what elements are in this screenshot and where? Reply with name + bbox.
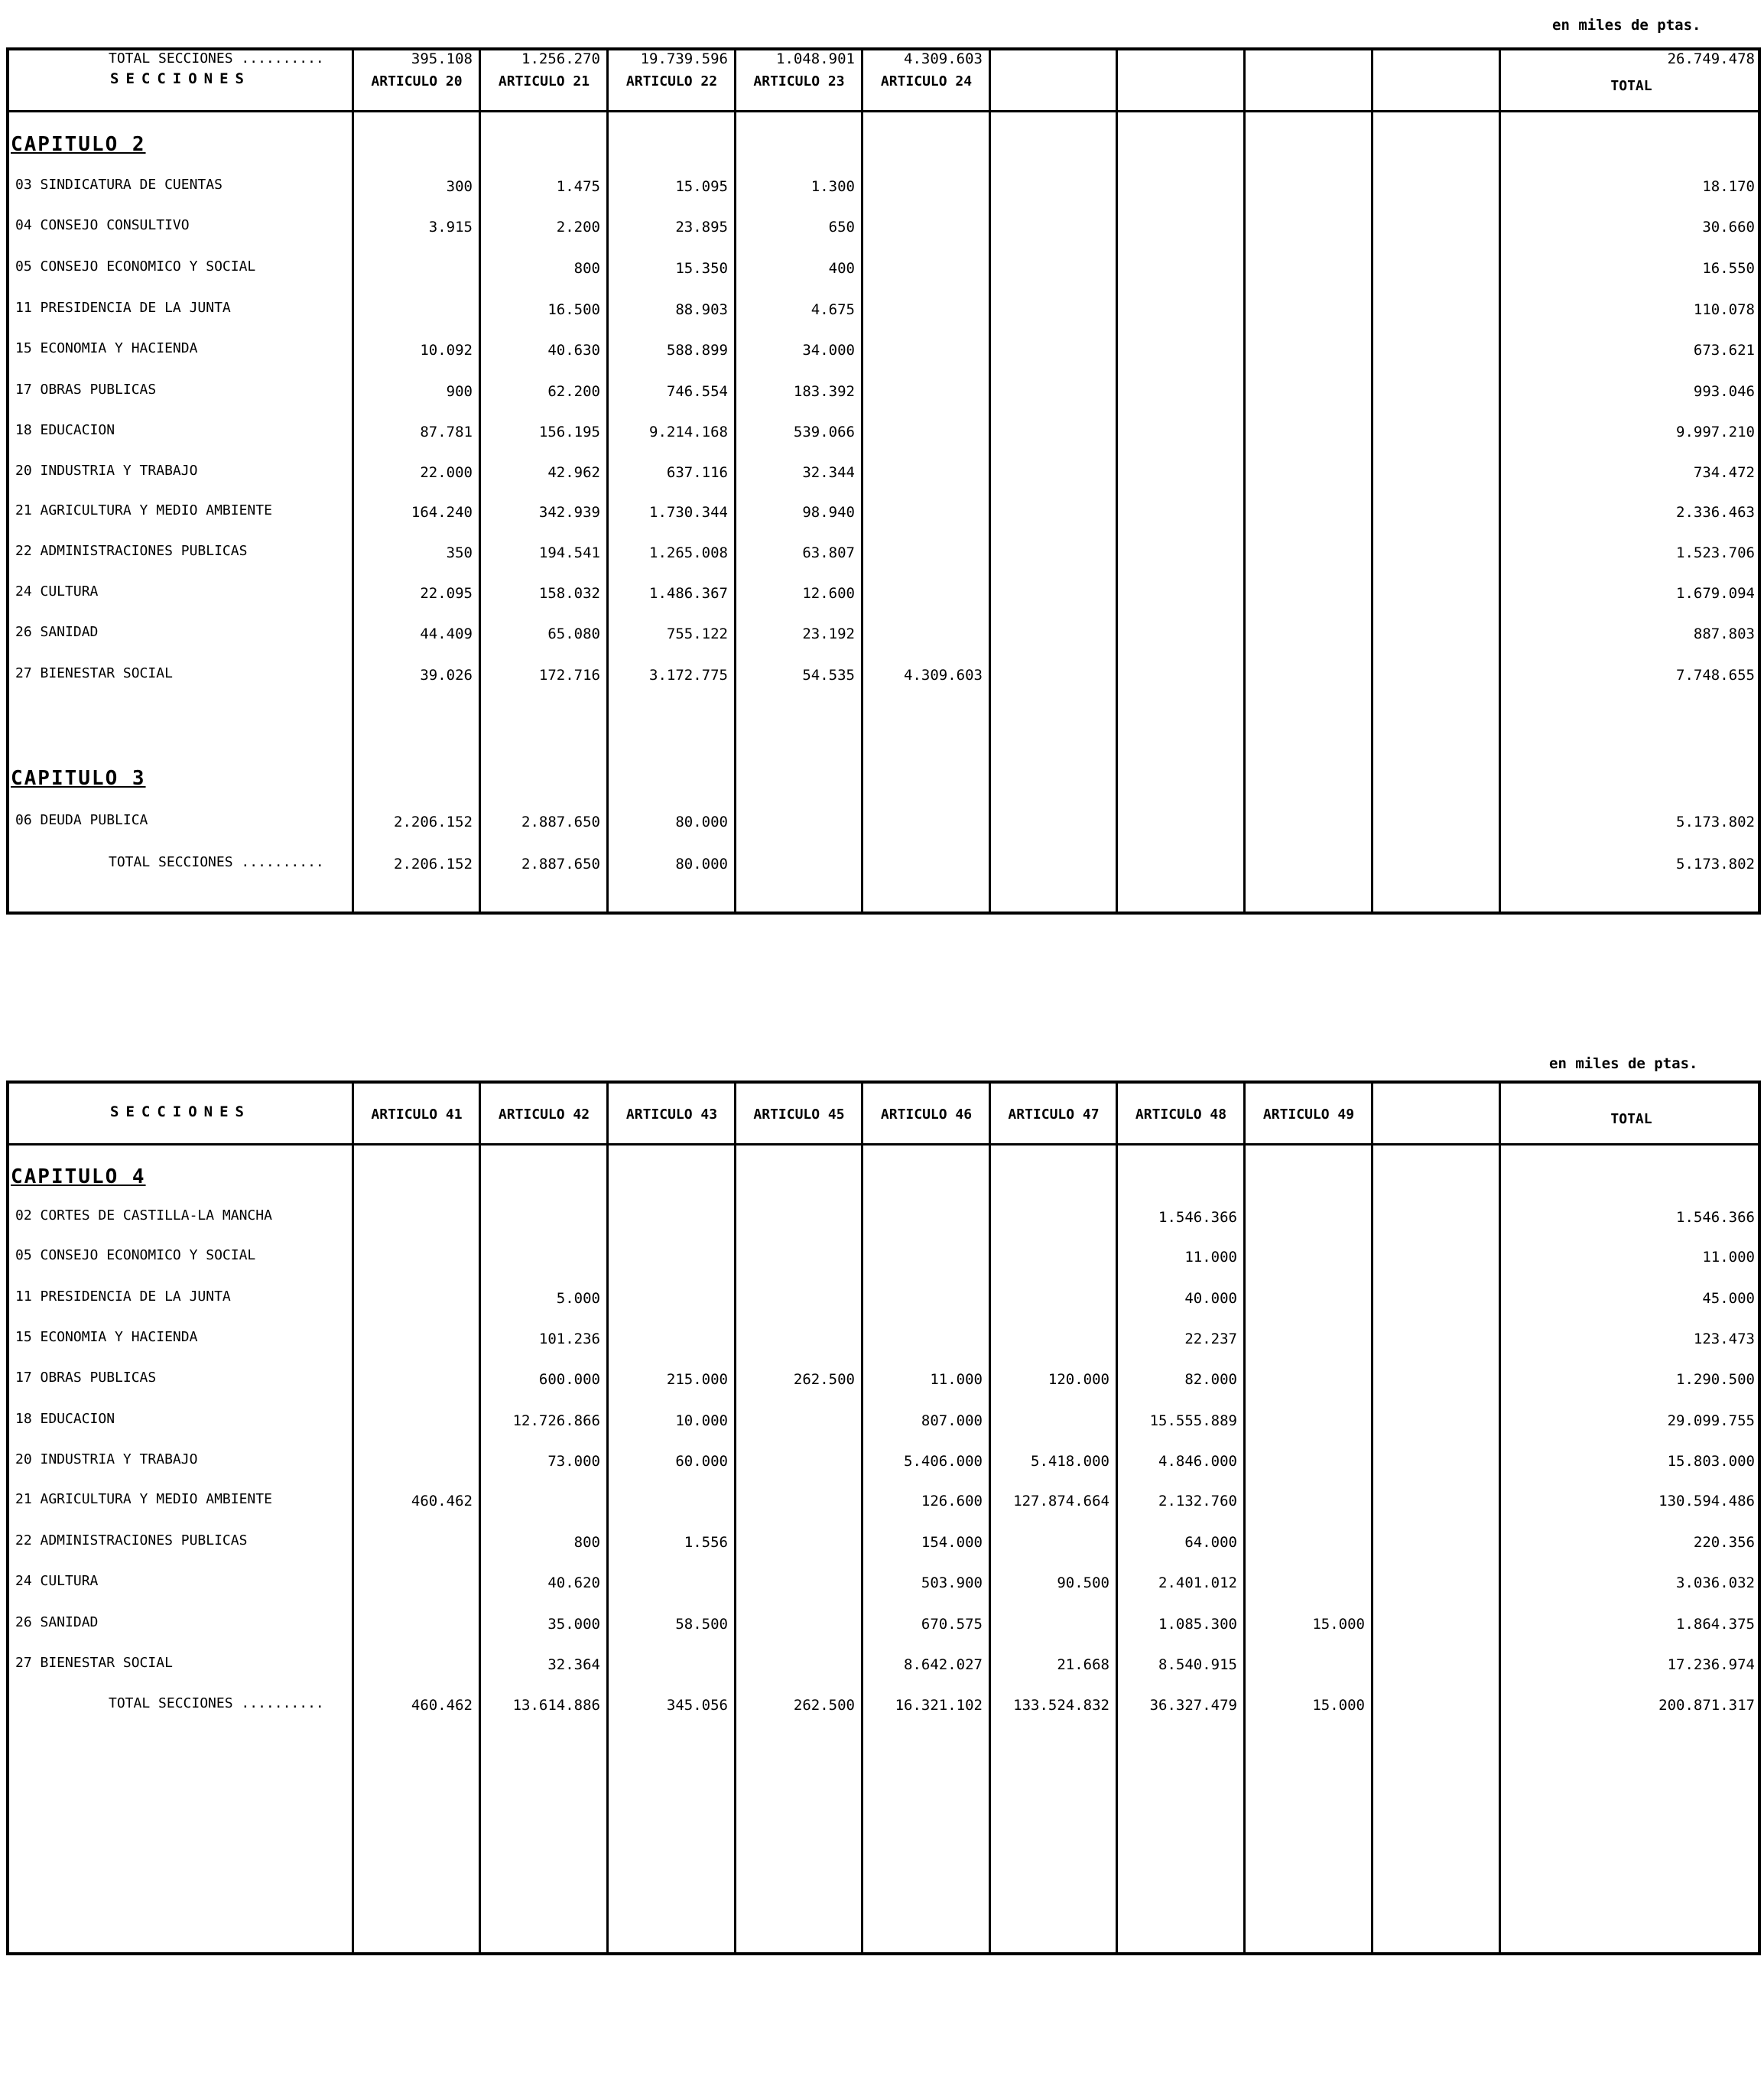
column-header: ARTICULO 41 — [371, 1106, 463, 1123]
column-header: ARTICULO 46 — [880, 1106, 973, 1123]
chapter-title: CAPITULO 2 — [11, 133, 146, 156]
row-label: 11 PRESIDENCIA DE LA JUNTA — [15, 300, 231, 316]
total-cell: 15.000 — [1312, 1697, 1365, 1714]
column-header: ARTICULO 42 — [498, 1106, 590, 1123]
table-cell: 220.356 — [1693, 1534, 1755, 1551]
total-cell: 1.048.901 — [776, 50, 855, 67]
column-divider — [1116, 50, 1118, 912]
total-cell: 460.462 — [411, 1697, 473, 1714]
table-cell: 350 — [446, 544, 473, 561]
column-divider — [479, 1084, 481, 1952]
table-cell: 80.000 — [675, 814, 728, 830]
table-cell: 1.475 — [556, 178, 600, 195]
table-cell: 172.716 — [538, 667, 600, 684]
table-cell: 5.406.000 — [904, 1453, 983, 1470]
row-label: 18 EDUCACION — [15, 1411, 115, 1427]
table-cell: 5.418.000 — [1031, 1453, 1109, 1470]
table-cell: 1.085.300 — [1158, 1616, 1237, 1633]
row-label: 26 SANIDAD — [15, 624, 99, 640]
row-label: 27 BIENESTAR SOCIAL — [15, 1655, 173, 1671]
unit-note: en miles de ptas. — [1549, 1055, 1698, 1072]
row-label: 21 AGRICULTURA Y MEDIO AMBIENTE — [15, 502, 272, 518]
column-header: ARTICULO 48 — [1135, 1106, 1227, 1123]
total-row-label: TOTAL SECCIONES .......... — [109, 1695, 324, 1711]
table-cell: 44.409 — [420, 626, 473, 642]
table-cell: 1.265.008 — [649, 544, 728, 561]
column-header: ARTICULO 22 — [625, 73, 718, 89]
total-cell: 80.000 — [675, 856, 728, 873]
table-cell: 29.099.755 — [1667, 1412, 1755, 1429]
table-cell: 158.032 — [538, 585, 600, 602]
total-cell: 4.309.603 — [904, 50, 983, 67]
table-cell: 9.997.210 — [1676, 424, 1755, 440]
table-cell: 9.214.168 — [649, 424, 728, 440]
table-cell: 11.000 — [1702, 1249, 1755, 1266]
table-cell: 800 — [573, 1534, 600, 1551]
column-header: TOTAL — [1610, 1111, 1652, 1127]
table-cell: 73.000 — [547, 1453, 600, 1470]
table-cell: 62.200 — [547, 383, 600, 400]
table-cell: 8.540.915 — [1158, 1656, 1237, 1673]
total-cell: 36.327.479 — [1149, 1697, 1237, 1714]
total-cell: 26.749.478 — [1667, 50, 1755, 67]
column-header: ARTICULO 45 — [753, 1106, 845, 1123]
table-cell: 3.036.032 — [1676, 1574, 1755, 1591]
table-cell: 164.240 — [411, 504, 473, 521]
row-label: 04 CONSEJO CONSULTIVO — [15, 217, 190, 233]
row-label: 20 INDUSTRIA Y TRABAJO — [15, 1451, 198, 1467]
row-label: 24 CULTURA — [15, 583, 99, 600]
table-cell: 800 — [573, 260, 600, 277]
table-cell: 12.726.866 — [512, 1412, 600, 1429]
table-cell: 22.095 — [420, 585, 473, 602]
table-cell: 12.600 — [802, 585, 855, 602]
row-label: 24 CULTURA — [15, 1573, 99, 1589]
table-cell: 5.173.802 — [1676, 814, 1755, 830]
table-cell: 54.535 — [802, 667, 855, 684]
table-cell: 16.550 — [1702, 260, 1755, 277]
table-cell: 126.600 — [921, 1493, 983, 1509]
table-cell: 1.290.500 — [1676, 1371, 1755, 1388]
table-cell: 650 — [828, 219, 855, 236]
table-cell: 40.000 — [1184, 1290, 1237, 1307]
table-cell: 42.962 — [547, 464, 600, 481]
column-divider — [734, 50, 736, 912]
total-cell: 13.614.886 — [512, 1697, 600, 1714]
table-cell: 1.556 — [684, 1534, 728, 1551]
table-cell: 45.000 — [1702, 1290, 1755, 1307]
column-divider — [861, 50, 863, 912]
table-cell: 4.675 — [811, 301, 855, 318]
column-divider — [606, 50, 609, 912]
table-cell: 300 — [446, 178, 473, 195]
chapter-title: CAPITULO 4 — [11, 1165, 146, 1188]
table-cell: 87.781 — [420, 424, 473, 440]
table-cell: 183.392 — [793, 383, 855, 400]
table-cell: 30.660 — [1702, 219, 1755, 236]
row-label: 21 AGRICULTURA Y MEDIO AMBIENTE — [15, 1491, 272, 1507]
column-header: ARTICULO 20 — [371, 73, 463, 89]
column-divider — [989, 50, 991, 912]
table-cell: 2.336.463 — [1676, 504, 1755, 521]
column-divider — [479, 50, 481, 912]
row-label: 11 PRESIDENCIA DE LA JUNTA — [15, 1288, 231, 1305]
total-row-label: TOTAL SECCIONES .......... — [109, 50, 324, 67]
table-cell: 22.237 — [1184, 1331, 1237, 1347]
table-cell: 4.846.000 — [1158, 1453, 1237, 1470]
column-divider — [734, 1084, 736, 1952]
table-cell: 4.309.603 — [904, 667, 983, 684]
table-cell: 88.903 — [675, 301, 728, 318]
table-cell: 98.940 — [802, 504, 855, 521]
table-cell: 90.500 — [1057, 1574, 1109, 1591]
table-cell: 35.000 — [547, 1616, 600, 1633]
table-cell: 10.000 — [675, 1412, 728, 1429]
total-cell: 345.056 — [666, 1697, 728, 1714]
table-cell: 2.401.012 — [1158, 1574, 1237, 1591]
table-cell: 3.915 — [428, 219, 473, 236]
table-cell: 64.000 — [1184, 1534, 1237, 1551]
column-header: ARTICULO 23 — [753, 73, 845, 89]
row-label: 05 CONSEJO ECONOMICO Y SOCIAL — [15, 1247, 256, 1263]
row-label: 20 INDUSTRIA Y TRABAJO — [15, 463, 198, 479]
total-cell: 395.108 — [411, 50, 473, 67]
total-cell: 5.173.802 — [1676, 856, 1755, 873]
table-cell: 194.541 — [538, 544, 600, 561]
column-header: ARTICULO 47 — [1008, 1106, 1100, 1123]
total-cell: 19.739.596 — [640, 50, 728, 67]
table-cell: 63.807 — [802, 544, 855, 561]
total-cell: 16.321.102 — [895, 1697, 983, 1714]
table-cell: 2.132.760 — [1158, 1493, 1237, 1509]
row-label: 26 SANIDAD — [15, 1614, 99, 1630]
column-divider — [1371, 50, 1373, 912]
table-cell: 993.046 — [1693, 383, 1755, 400]
table-cell: 22.000 — [420, 464, 473, 481]
row-label: 17 OBRAS PUBLICAS — [15, 382, 157, 398]
column-divider — [606, 1084, 609, 1952]
table-cell: 215.000 — [666, 1371, 728, 1388]
table-cell: 7.748.655 — [1676, 667, 1755, 684]
table-cell: 65.080 — [547, 626, 600, 642]
table-cell: 156.195 — [538, 424, 600, 440]
table-cell: 670.575 — [921, 1616, 983, 1633]
total-cell: 2.206.152 — [394, 856, 473, 873]
column-header: TOTAL — [1610, 78, 1652, 94]
column-header: ARTICULO 24 — [880, 73, 973, 89]
table-cell: 15.555.889 — [1149, 1412, 1237, 1429]
table-cell: 101.236 — [538, 1331, 600, 1347]
total-cell: 200.871.317 — [1658, 1697, 1755, 1714]
table-cell: 15.803.000 — [1667, 1453, 1755, 1470]
table-cell: 807.000 — [921, 1412, 983, 1429]
column-divider — [352, 1084, 354, 1952]
table-cell: 18.170 — [1702, 178, 1755, 195]
column-divider — [1499, 1084, 1501, 1952]
column-divider — [1371, 1084, 1373, 1952]
table-cell: 40.620 — [547, 1574, 600, 1591]
budget-table — [6, 47, 1761, 915]
table-cell: 82.000 — [1184, 1371, 1237, 1388]
table-cell: 11.000 — [930, 1371, 983, 1388]
table-cell: 900 — [446, 383, 473, 400]
total-cell: 133.524.832 — [1013, 1697, 1109, 1714]
total-cell: 2.887.650 — [521, 856, 600, 873]
row-label: 17 OBRAS PUBLICAS — [15, 1370, 157, 1386]
table-cell: 887.803 — [1693, 626, 1755, 642]
table-cell: 3.172.775 — [649, 667, 728, 684]
table-cell: 637.116 — [666, 464, 728, 481]
table-cell: 1.730.344 — [649, 504, 728, 521]
table-cell: 154.000 — [921, 1534, 983, 1551]
total-cell: 1.256.270 — [521, 50, 600, 67]
table-cell: 746.554 — [666, 383, 728, 400]
column-header: ARTICULO 49 — [1262, 1106, 1355, 1123]
column-header: SECCIONES — [110, 1103, 251, 1120]
table-cell: 120.000 — [1048, 1371, 1109, 1388]
table-cell: 110.078 — [1693, 301, 1755, 318]
unit-note: en miles de ptas. — [1552, 17, 1701, 34]
table-cell: 400 — [828, 260, 855, 277]
column-divider — [989, 1084, 991, 1952]
table-cell: 8.642.027 — [904, 1656, 983, 1673]
table-cell: 15.350 — [675, 260, 728, 277]
table-cell: 1.679.094 — [1676, 585, 1755, 602]
table-cell: 2.200 — [556, 219, 600, 236]
table-cell: 11.000 — [1184, 1249, 1237, 1266]
table-cell: 673.621 — [1693, 342, 1755, 359]
table-cell: 1.523.706 — [1676, 544, 1755, 561]
budget-table — [6, 1080, 1761, 1955]
table-cell: 539.066 — [793, 424, 855, 440]
table-cell: 15.000 — [1312, 1616, 1365, 1633]
table-cell: 58.500 — [675, 1616, 728, 1633]
table-cell: 734.472 — [1693, 464, 1755, 481]
chapter-title: CAPITULO 3 — [11, 767, 146, 790]
table-cell: 600.000 — [538, 1371, 600, 1388]
table-cell: 342.939 — [538, 504, 600, 521]
table-cell: 17.236.974 — [1667, 1656, 1755, 1673]
total-row-label: TOTAL SECCIONES .......... — [109, 854, 324, 870]
column-divider — [1116, 1084, 1118, 1952]
row-label: 03 SINDICATURA DE CUENTAS — [15, 177, 223, 193]
table-cell: 23.895 — [675, 219, 728, 236]
row-label: 22 ADMINISTRACIONES PUBLICAS — [15, 1532, 248, 1548]
column-header: SECCIONES — [110, 70, 251, 87]
column-divider — [352, 50, 354, 912]
table-cell: 262.500 — [793, 1371, 855, 1388]
table-cell: 60.000 — [675, 1453, 728, 1470]
table-cell: 34.000 — [802, 342, 855, 359]
table-cell: 40.630 — [547, 342, 600, 359]
row-label: 22 ADMINISTRACIONES PUBLICAS — [15, 543, 248, 559]
row-label: 15 ECONOMIA Y HACIENDA — [15, 1329, 198, 1345]
table-cell: 588.899 — [666, 342, 728, 359]
table-cell: 10.092 — [420, 342, 473, 359]
table-cell: 32.344 — [802, 464, 855, 481]
table-cell: 1.546.366 — [1676, 1209, 1755, 1226]
row-label: 15 ECONOMIA Y HACIENDA — [15, 340, 198, 356]
table-cell: 23.192 — [802, 626, 855, 642]
table-cell: 15.095 — [675, 178, 728, 195]
table-cell: 503.900 — [921, 1574, 983, 1591]
row-label: 02 CORTES DE CASTILLA-LA MANCHA — [15, 1207, 272, 1223]
table-cell: 32.364 — [547, 1656, 600, 1673]
row-label: 18 EDUCACION — [15, 422, 115, 438]
column-divider — [1499, 50, 1501, 912]
table-cell: 21.668 — [1057, 1656, 1109, 1673]
table-cell: 2.887.650 — [521, 814, 600, 830]
table-cell: 127.874.664 — [1013, 1493, 1109, 1509]
total-cell: 262.500 — [793, 1697, 855, 1714]
table-cell: 39.026 — [420, 667, 473, 684]
column-header: ARTICULO 43 — [625, 1106, 718, 1123]
table-cell: 123.473 — [1693, 1331, 1755, 1347]
table-cell: 5.000 — [556, 1290, 600, 1307]
table-cell: 1.486.367 — [649, 585, 728, 602]
column-header: ARTICULO 21 — [498, 73, 590, 89]
row-label: 05 CONSEJO ECONOMICO Y SOCIAL — [15, 258, 256, 275]
table-cell: 1.864.375 — [1676, 1616, 1755, 1633]
table-cell: 1.300 — [811, 178, 855, 195]
column-divider — [1243, 50, 1246, 912]
column-divider — [861, 1084, 863, 1952]
column-divider — [1243, 1084, 1246, 1952]
table-cell: 755.122 — [666, 626, 728, 642]
table-cell: 16.500 — [547, 301, 600, 318]
row-label: 27 BIENESTAR SOCIAL — [15, 665, 173, 681]
table-cell: 130.594.486 — [1658, 1493, 1755, 1509]
row-label: 06 DEUDA PUBLICA — [15, 812, 148, 828]
table-cell: 460.462 — [411, 1493, 473, 1509]
table-cell: 2.206.152 — [394, 814, 473, 830]
table-cell: 1.546.366 — [1158, 1209, 1237, 1226]
